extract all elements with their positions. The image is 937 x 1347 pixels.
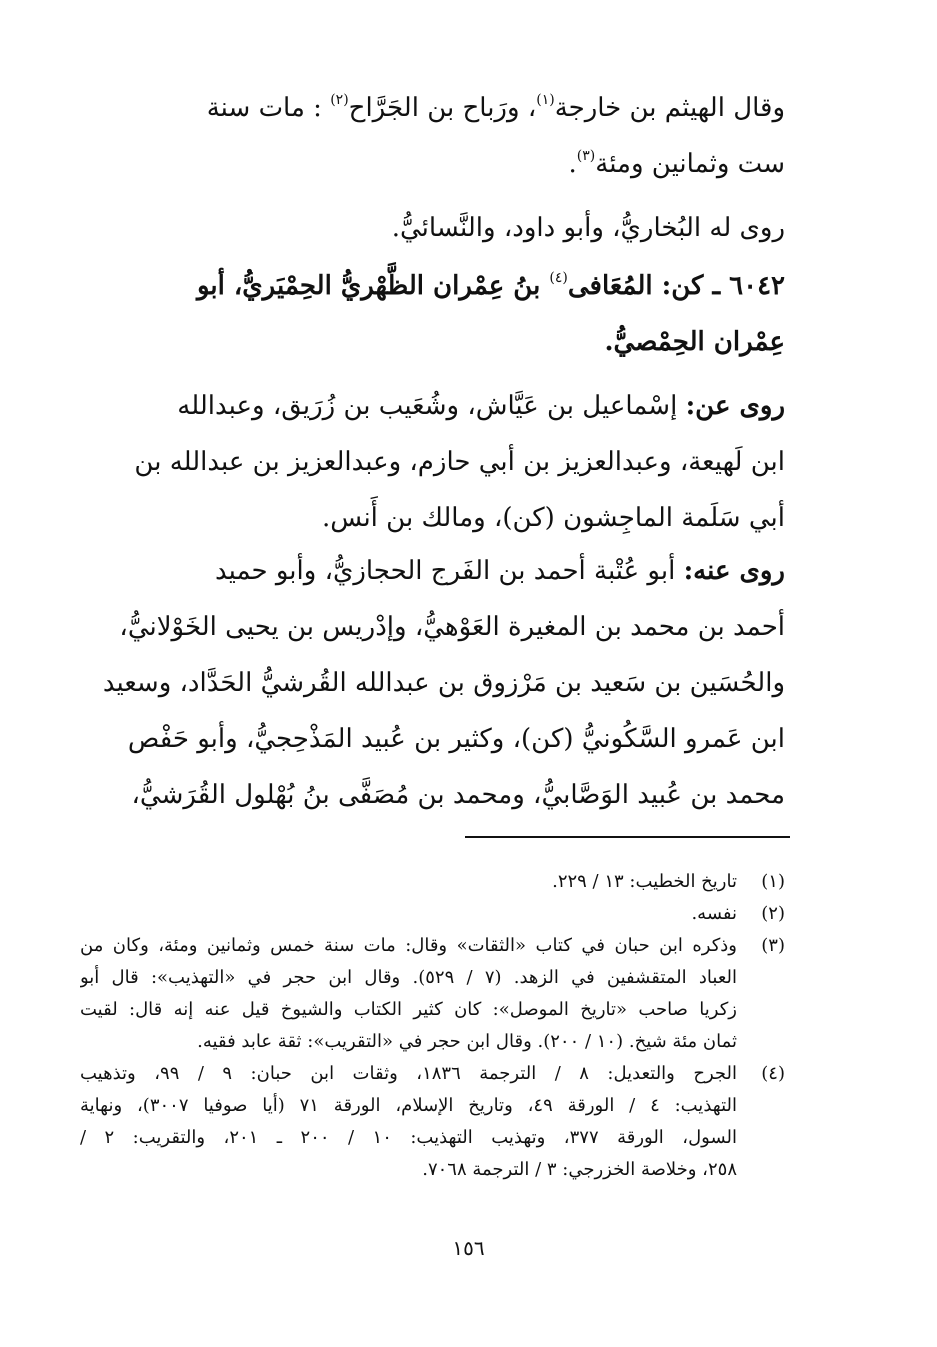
footnote-text: ٢٥٨، وخلاصة الخزرجي: ٣ / الترجمة ٧٠٦٨. (422, 1159, 737, 1180)
text-line: ابن عَمرو السَّكُونيُّ (كن)، وكثير بن عُبيد المَذْحِجيُّ، وأبو حَفْص (127, 724, 785, 754)
biography-entry-heading (80, 258, 785, 370)
text-line: ابن لَهيعة، وعبدالعزيز بن أبي حازم، وعبدالعزيز بن عبدالله بن (134, 447, 785, 477)
footnote-3 (80, 930, 785, 1058)
footnote-ref-2[interactable]: (٢) (330, 92, 349, 108)
footnote-number: (٢) (761, 903, 785, 924)
text-line: والحُسَين بن سَعيد بن مَرْزوق بن عبدالله القُرشيُّ الحَدَّاد، وسعيد (102, 668, 785, 698)
text-line: عِمْران الحِمْصيُّ. (604, 327, 785, 357)
text-line: أحمد بن محمد بن المغيرة العَوْهيُّ، وإدْريس بن يحيى الخَوْلانيُّ، (119, 612, 785, 642)
text-line: روى عن: إسْماعيل بن عَيَّاش، وشُعَيب بن زُرَيق، وعبدالله (177, 391, 785, 421)
footnote-divider (465, 836, 790, 838)
footnote-1 (80, 866, 785, 898)
footnote-text: نفسه. (691, 903, 737, 924)
footnote-text: السول، الورقة ٣٧٧، وتهذيب التهذيب: ١٠ / ٢٠٠ ـ ٢٠١، والتقريب: ٢ / (80, 1127, 737, 1148)
paragraph-narrated-from (80, 378, 785, 546)
text-line: روى له البُخاريُّ، وأبو داود، والنَّسائيُّ. (391, 213, 785, 243)
text-line: وقال الهيثم بن خارجة$^{(١)}$، ورَباح بن الجَرَّاح$^{(٢)}$ : مات سنة (206, 92, 785, 123)
footnote-text: وذكره ابن حبان في كتاب «الثقات» وقال: مات سنة خمس وثمانين ومئة، وكان من (80, 935, 737, 956)
footnote-text: الجرح والتعديل: ٨ / الترجمة ١٨٣٦، وثقات ابن حبان: ٩ / ٩٩، وتذهيب (80, 1063, 738, 1084)
footnote-number: (٣) (761, 935, 785, 956)
footnote-text: تاريخ الخطيب: ١٣ / ٢٢٩. (552, 871, 737, 892)
paragraph-narrated-by (80, 200, 785, 256)
footnotes (80, 866, 785, 1186)
page-number: ١٥٦ (452, 1236, 485, 1260)
footnote-text: ثمان مئة شيخ. (١٠ / ٢٠٠). وقال ابن حجر في «التقريب»: ثقة عابد فقيه. (197, 1031, 737, 1052)
footnote-ref-3[interactable]: (٣) (576, 148, 596, 164)
text-line: ست وثمانين ومئة$^{(٣)}$. (568, 148, 785, 179)
section-label: روى عن: (685, 391, 785, 421)
footnote-text: زكريا صاحب «تاريخ الموصل»: كان كثير الكتاب والشيوخ قيل عنه إنه قال: لقيت (80, 999, 737, 1020)
paragraph-death-date (80, 80, 785, 192)
footnote-number: (٤) (761, 1063, 785, 1084)
footnote-text: التهذيب: ٤ / الورقة ٤٩، وتاريخ الإسلام، الورقة ٧١ (أيا صوفيا ٣٠٠٧)، ونهاية (80, 1095, 737, 1116)
text-line: محمد بن عُبيد الوَصَّابيُّ، ومحمد بن مُصَفَّى بنُ بُهْلول القُرَشيُّ، (131, 780, 785, 810)
footnote-text: العباد المتقشفين في الزهد. (٧ / ٥٢٩). وقال ابن حجر في «التهذيب»: قال أبو (80, 967, 737, 988)
footnote-ref-4[interactable]: (٤) (549, 270, 568, 286)
footnote-4 (80, 1058, 785, 1186)
text-line: روى عنه: أبو عُتْبة أحمد بن الفَرج الحجازيُّ، وأبو حميد (215, 556, 785, 586)
footnote-2 (80, 898, 785, 930)
footnote-ref-1[interactable]: (١) (536, 92, 555, 108)
text-line: أبي سَلَمة الماجِشون (كن)، ومالك بن أَنس. (322, 503, 785, 533)
text-line: ٦٠٤٢ ـ كن: المُعَافى$^{(٤)}$ بنُ عِمْران الظَّهْريُّ الحِمْيَريُّ، أبو (196, 270, 785, 301)
section-label: روى عنه: (683, 556, 785, 586)
footnote-number: (١) (761, 871, 785, 892)
paragraph-narrated-to (80, 543, 785, 823)
